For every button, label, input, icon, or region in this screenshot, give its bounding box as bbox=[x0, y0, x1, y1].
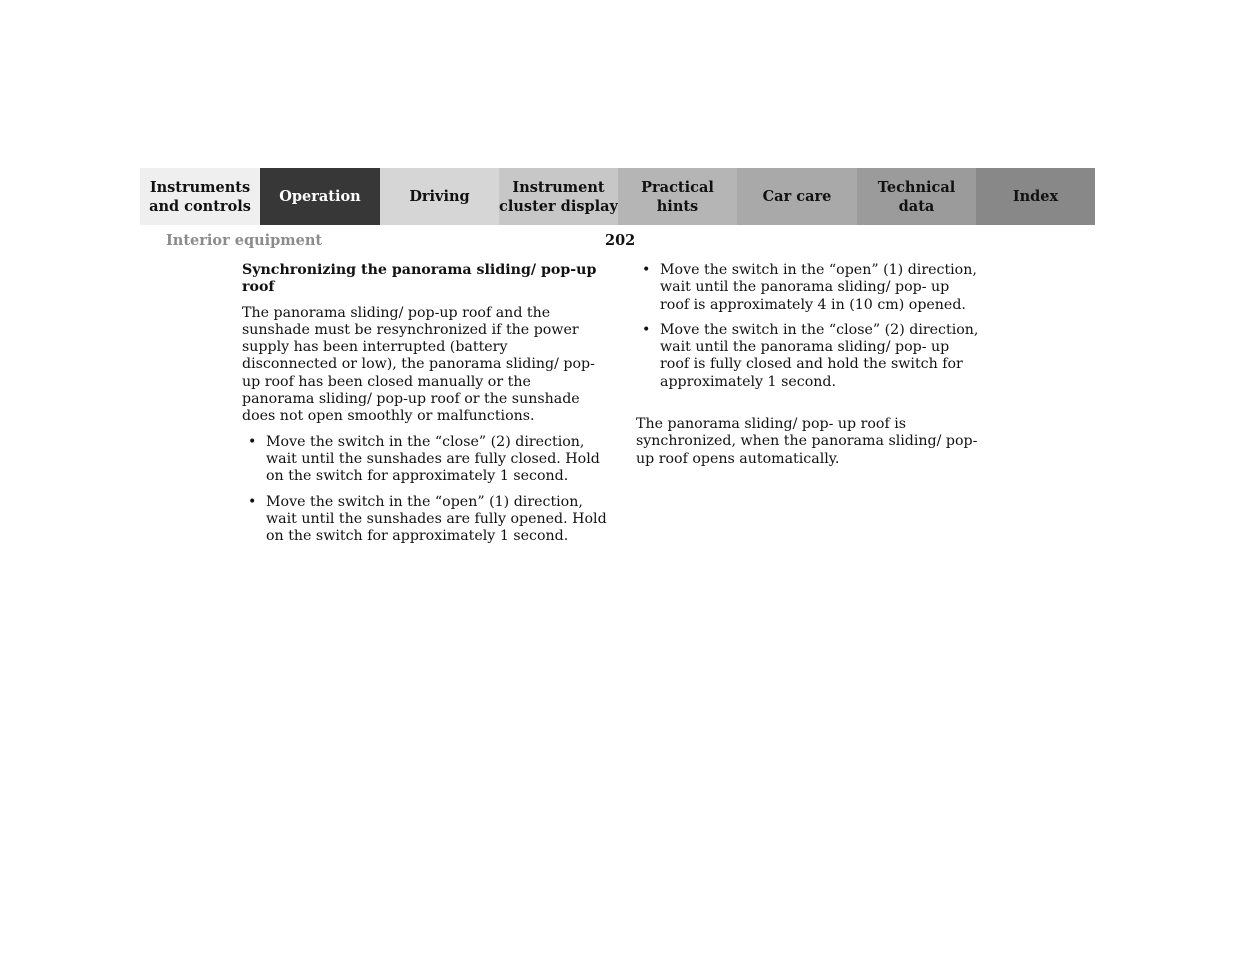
intro-paragraph: The panorama sliding/ pop-up roof and the sunshade must be resynchronized if the power supply has been interrupted (battery disconnected or low), the panorama sliding/ pop-up roof has been closed manually or the panorama sliding/ pop-up roof or the sunshade does not open smoothly or malfunctions. bbox=[242, 304, 595, 425]
list-item bbox=[636, 322, 981, 391]
tab-car-care[interactable]: Car care bbox=[737, 168, 857, 225]
tab-driving[interactable]: Driving bbox=[380, 168, 499, 225]
chapter-tab-bar bbox=[140, 168, 1095, 225]
conclusion-paragraph: The panorama sliding/ pop- up roof is synchronized, when the panorama sliding/ pop- up roof opens automatically. bbox=[636, 416, 978, 467]
list-item bbox=[242, 434, 607, 486]
tab-technical-data[interactable]: Technical data bbox=[857, 168, 976, 225]
list-item bbox=[242, 494, 607, 546]
tab-practical-hints[interactable]: Practical hints bbox=[618, 168, 737, 225]
left-step-list bbox=[242, 434, 607, 546]
tab-instruments-and-controls[interactable]: Instruments and controls bbox=[140, 168, 260, 225]
step-text: Move the switch in the “open” (1) direction, wait until the sunshades are fully opened. Hold on the switch for approximately 1 second. bbox=[266, 493, 607, 545]
bullet-icon: • bbox=[642, 262, 651, 278]
right-step-list bbox=[636, 262, 981, 391]
page-number: 202 bbox=[605, 232, 636, 249]
tab-operation[interactable]: Operation bbox=[260, 168, 380, 225]
tab-instrument-cluster-display[interactable]: Instrument cluster display bbox=[499, 168, 618, 225]
step-text: Move the switch in the “open” (1) direction, wait until the panorama sliding/ pop- up roof is approximately 4 in (10 cm) opened. bbox=[660, 262, 977, 313]
step-text: Move the switch in the “close” (2) direction, wait until the sunshades are fully closed. Hold on the switch for approximately 1 second. bbox=[266, 433, 600, 485]
left-column bbox=[242, 262, 607, 553]
section-heading: Synchronizing the panorama sliding/ pop-up roof bbox=[242, 262, 597, 296]
bullet-icon: • bbox=[248, 493, 257, 510]
tab-index[interactable]: Index bbox=[976, 168, 1095, 225]
right-column bbox=[636, 262, 981, 476]
step-text: Move the switch in the “close” (2) direction, wait until the panorama sliding/ pop- up roof is fully closed and hold the switch for approximately 1 second. bbox=[660, 321, 979, 390]
bullet-icon: • bbox=[248, 433, 257, 450]
section-title: Interior equipment bbox=[166, 232, 323, 249]
list-item bbox=[636, 262, 981, 314]
bullet-icon: • bbox=[642, 321, 651, 338]
